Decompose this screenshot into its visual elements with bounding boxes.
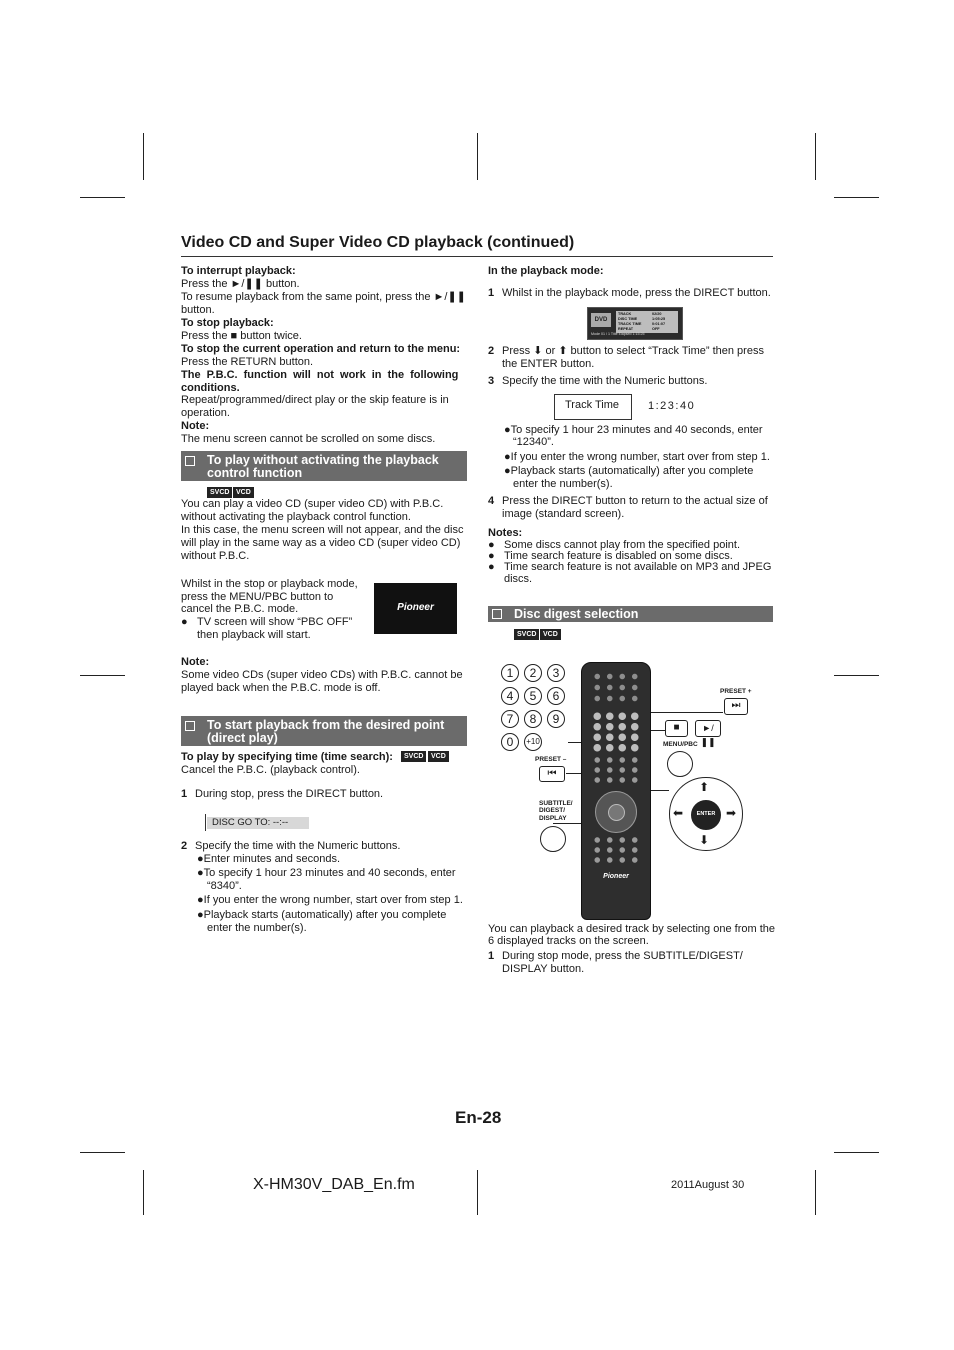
- step2-bullet-2b: “8340”.: [207, 880, 242, 892]
- osd-row-value: 1:05:25: [652, 317, 666, 321]
- step-number: 1: [488, 950, 495, 962]
- interrupt-line-2: To resume playback from the same point, press the ►/❚❚: [181, 291, 466, 303]
- crop-mark: [477, 1170, 478, 1215]
- square-bullet-icon: [492, 609, 502, 619]
- bullet-dot: ●: [488, 561, 495, 573]
- numeric-button-3[interactable]: 3: [547, 664, 565, 682]
- note-1: Some discs cannot play from the specified point.: [504, 539, 741, 551]
- section-heading-line-2: control function: [207, 466, 303, 480]
- step2-bullet-4: ●Playback starts (automatically) after you complete: [197, 909, 447, 921]
- step-number: 4: [488, 495, 495, 507]
- section-heading-direct-play: [181, 716, 467, 746]
- vcd-badge: VCD: [428, 751, 449, 762]
- skip-next-icon: ⏭: [731, 700, 741, 711]
- track-time-label: Track Time: [565, 399, 619, 411]
- arrow-left-icon[interactable]: ⬅: [673, 806, 684, 820]
- osd-row-value: OFF: [652, 327, 660, 331]
- digest-step-1b: DISPLAY button.: [502, 963, 585, 975]
- note-heading: Note:: [181, 420, 210, 432]
- digest-para-1: You can playback a desired track by selecting one from the: [488, 923, 775, 935]
- preset-minus-label: PRESET –: [535, 756, 567, 763]
- disc-goto-text: DISC GO TO: --:--: [207, 817, 309, 829]
- subtitle-digest-display-button[interactable]: [540, 826, 566, 852]
- remote-enter-key: [608, 804, 625, 821]
- crop-mark: [815, 1170, 816, 1215]
- note-2: Time search feature is disabled on some discs.: [504, 550, 733, 562]
- menu-line-1: Press the RETURN button.: [181, 356, 314, 368]
- step-number: 1: [488, 287, 495, 299]
- menu-heading: To stop the current operation and return to the menu:: [181, 343, 461, 355]
- sec1-whilst-1: Whilst in the stop or playback mode,: [181, 578, 358, 590]
- crop-mark: [834, 1152, 879, 1153]
- square-bullet-icon: [185, 456, 195, 466]
- section-heading-disc-digest: [488, 606, 773, 622]
- osd-table: [616, 311, 678, 333]
- time-search-heading: To play by specifying time (time search):: [181, 751, 393, 763]
- preset-plus-label: PRESET +: [720, 688, 752, 695]
- note2-line-1: Some video CDs (super video CDs) with P.B.C. cannot be: [181, 669, 463, 681]
- osd-row-label: TRACK TIME: [618, 322, 642, 326]
- osd-screen: [587, 307, 683, 340]
- section-heading-line-1: Disc digest selection: [514, 607, 639, 621]
- svcd-badge: SVCD: [401, 751, 426, 762]
- enter-label: ENTER: [696, 811, 716, 817]
- arrow-up-icon[interactable]: ⬆: [699, 780, 710, 794]
- playback-mode-heading: In the playback mode:: [488, 265, 604, 277]
- remote-top-keys: [591, 671, 641, 705]
- stop-heading: To stop playback:: [181, 317, 274, 329]
- stop-icon: ■: [673, 722, 680, 733]
- numeric-button-9[interactable]: 9: [547, 710, 565, 728]
- step-3-text: Specify the time with the Numeric buttons.: [502, 375, 708, 387]
- numeric-button-0[interactable]: 0: [501, 733, 519, 751]
- source-filename: X-HM30V_DAB_En.fm: [253, 1176, 415, 1193]
- navigation-pad: [669, 777, 743, 851]
- numeric-button-plus10[interactable]: +10: [524, 733, 542, 751]
- interrupt-heading: To interrupt playback:: [181, 265, 296, 277]
- step-number: 2: [488, 345, 495, 357]
- numeric-button-8[interactable]: 8: [524, 710, 542, 728]
- section-heading-pbc-off: [181, 451, 467, 481]
- note-3: Time search feature is not available on MP3 and JPEG: [504, 561, 772, 573]
- step-2-text: Specify the time with the Numeric buttons.: [195, 840, 401, 852]
- pbc-line-1: Repeat/programmed/direct play or the skip feature is in: [181, 394, 449, 406]
- osd-row-value: 0:01:07: [652, 322, 666, 326]
- crop-mark: [80, 197, 125, 198]
- disc-goto-osd: [205, 814, 311, 831]
- step-4-text-b: image (standard screen).: [502, 508, 625, 520]
- osd-row-label: TRACK: [618, 312, 632, 316]
- crop-mark: [143, 133, 144, 180]
- pbc-heading-2: conditions.: [181, 382, 240, 394]
- track-time-box: [554, 394, 632, 420]
- section-heading-line-2: (direct play): [207, 731, 278, 745]
- numeric-button-6[interactable]: 6: [547, 687, 565, 705]
- step2-bullet-1: ●Enter minutes and seconds.: [197, 853, 340, 865]
- note-line-1: The menu screen cannot be scrolled on some discs.: [181, 433, 436, 445]
- step3-bullet-1b: “12340”.: [513, 436, 554, 448]
- osd-row-value: 02/20: [652, 312, 662, 316]
- step3-bullet-3b: enter the number(s).: [513, 478, 613, 490]
- cancel-pbc-line: Cancel the P.B.C. (playback control).: [181, 764, 360, 776]
- bullet-dot: ●: [488, 550, 495, 562]
- interrupt-line-1: Press the ►/❚❚ button.: [181, 278, 300, 290]
- pbc-line-2: operation.: [181, 407, 230, 419]
- step-1-text: During stop, press the DIRECT button.: [195, 788, 384, 800]
- numeric-button-1[interactable]: 1: [501, 664, 519, 682]
- crop-mark: [143, 1170, 144, 1215]
- subtitle-digest-label-3: DISPLAY: [539, 815, 567, 822]
- enter-button[interactable]: [691, 800, 721, 830]
- remote-control: [581, 662, 651, 920]
- menu-pbc-label: MENU/PBC: [663, 741, 698, 748]
- play-pause-icon: ►/❚❚: [700, 723, 716, 747]
- crop-mark: [815, 133, 816, 180]
- step3-bullet-2: ●If you enter the wrong number, start over from step 1.: [504, 451, 770, 463]
- arrow-down-icon[interactable]: ⬇: [699, 833, 710, 847]
- crop-mark: [834, 197, 879, 198]
- digest-step-1a: During stop mode, press the SUBTITLE/DIGEST/: [502, 950, 743, 962]
- note-3b: discs.: [504, 573, 533, 585]
- svcd-badge: SVCD: [207, 487, 232, 498]
- step-4-text-a: Press the DIRECT button to return to the actual size of: [502, 495, 768, 507]
- page-title: Video CD and Super Video CD playback (continued): [181, 234, 575, 251]
- sec1-whilst-3: cancel the P.B.C. mode.: [181, 603, 299, 615]
- step2-bullet-4b: enter the number(s).: [207, 922, 307, 934]
- bullet-dot: ●: [488, 539, 495, 551]
- skip-prev-icon: ⏮: [547, 768, 557, 779]
- subtitle-digest-label-1: SUBTITLE/: [539, 800, 573, 807]
- step3-bullet-1: ●To specify 1 hour 23 minutes and 40 seconds, enter: [504, 424, 763, 436]
- bullet-dot: ●: [181, 616, 188, 628]
- remote-logo: Pioneer: [603, 873, 629, 880]
- skip-next-button[interactable]: [724, 698, 748, 715]
- title-rule: [181, 256, 773, 257]
- skip-prev-button[interactable]: [539, 766, 565, 782]
- connector-line: [643, 712, 723, 713]
- remote-bottom-keys: [591, 835, 641, 865]
- arrow-right-icon[interactable]: ➡: [726, 806, 737, 820]
- step-1-text: Whilst in the playback mode, press the DIRECT button.: [502, 287, 771, 299]
- step-2-text-a: Press ⬇ or ⬆ button to select “Track Time” then press: [502, 345, 764, 357]
- sec1-para-2: without activating the playback control function.: [181, 511, 411, 523]
- page-number: En-28: [455, 1108, 502, 1127]
- step2-bullet-2: ●To specify 1 hour 23 minutes and 40 seconds, enter: [197, 867, 456, 879]
- dvd-logo-icon: DVD: [591, 313, 611, 327]
- crop-mark: [80, 1152, 125, 1153]
- note2-line-2: played back when the P.B.C. mode is off.: [181, 682, 381, 694]
- numeric-button-2[interactable]: 2: [524, 664, 542, 682]
- square-bullet-icon: [185, 721, 195, 731]
- remote-mid-keys: [591, 755, 641, 785]
- vcd-badge: VCD: [233, 487, 254, 498]
- remote-key-grid: [591, 711, 641, 753]
- interrupt-line-3: button.: [181, 304, 215, 316]
- step-number: 2: [181, 840, 188, 852]
- step-number: 1: [181, 788, 188, 800]
- step-number: 3: [488, 375, 495, 387]
- notes-heading: Notes:: [488, 527, 523, 539]
- numeric-button-7[interactable]: 7: [501, 710, 519, 728]
- numeric-button-5[interactable]: 5: [524, 687, 542, 705]
- menu-pbc-button[interactable]: [667, 751, 693, 777]
- sec1-whilst-2: press the MENU/PBC button to: [181, 591, 334, 603]
- play-pause-button[interactable]: [695, 720, 721, 747]
- osd-bottom-line: Mode 01 / 1 Title Elapsed 1:15:25: [591, 332, 645, 336]
- osd-row-label: REPEAT: [618, 327, 634, 331]
- step2-bullet-3: ●If you enter the wrong number, start over from step 1.: [197, 894, 463, 906]
- osd-row-label: DISC TIME: [618, 317, 638, 321]
- tv-screen-pioneer: [374, 583, 457, 634]
- pioneer-logo: Pioneer: [397, 602, 434, 613]
- sec1-bullet-2: then playback will start.: [197, 629, 311, 641]
- subtitle-digest-label-2: DIGEST/: [539, 807, 566, 814]
- crop-mark: [477, 133, 478, 180]
- note2-heading: Note:: [181, 656, 210, 668]
- crop-mark: [834, 675, 879, 676]
- sec1-para-1: You can play a video CD (super video CD) with P.B.C.: [181, 498, 444, 510]
- step-2-text-b: the ENTER button.: [502, 358, 595, 370]
- track-time-value: 1:23:40: [648, 400, 696, 412]
- remote-dpad: [595, 791, 637, 833]
- stop-line-1: Press the ■ button twice.: [181, 330, 302, 342]
- sec1-bullet-1: TV screen will show “PBC OFF”: [197, 616, 353, 628]
- numeric-button-4[interactable]: 4: [501, 687, 519, 705]
- crop-mark: [80, 675, 125, 676]
- section-heading-line-1: To start playback from the desired point: [207, 718, 445, 732]
- digest-para-2: 6 displayed tracks on the screen.: [488, 935, 649, 947]
- svcd-badge: SVCD: [514, 629, 539, 640]
- stop-button[interactable]: [665, 720, 688, 737]
- step3-bullet-3: ●Playback starts (automatically) after you complete: [504, 465, 754, 477]
- pbc-heading-1: The P.B.C. function will not work in the following: [181, 369, 459, 381]
- sec1-para-3: In this case, the menu screen will not appear, and the disc: [181, 524, 464, 536]
- sec1-para-4: will play in the same way as a video CD (super video CD): [181, 537, 461, 549]
- sec1-para-5: without P.B.C.: [181, 550, 250, 562]
- section-heading-line-1: To play without activating the playback: [207, 453, 439, 467]
- print-date: 2011August 30: [671, 1179, 745, 1191]
- vcd-badge: VCD: [540, 629, 561, 640]
